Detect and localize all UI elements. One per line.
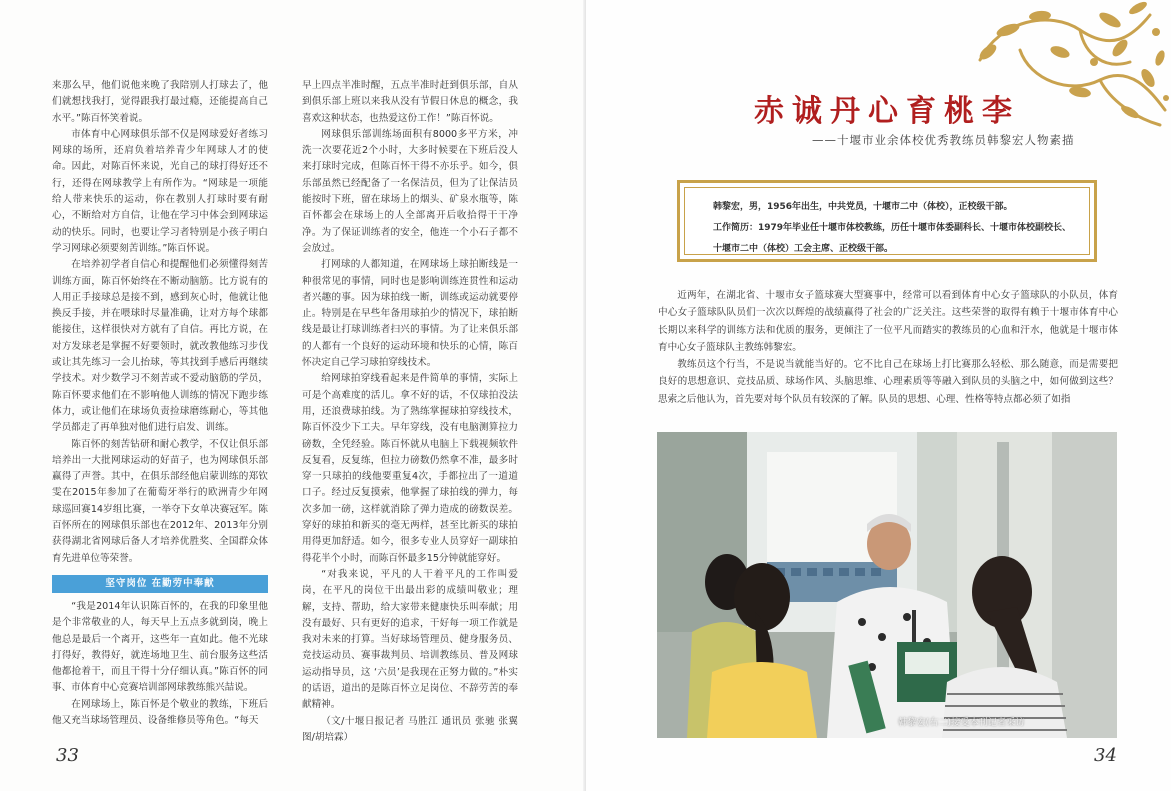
left-column-1 bbox=[52, 78, 268, 729]
article-subtitle: ——十堰市业余体校优秀教练员韩黎宏人物素描 bbox=[812, 133, 1075, 147]
left-column-2 bbox=[302, 78, 518, 746]
paragraph: 给网球拍穿线看起来是件简单的事情，实际上可是个高难度的活儿。拿不好的话，不仅球拍没法用，还浪费球拍线。为了熟练掌握球拍穿线技术，陈百怀没少下工夫。早年穿线，没有电脑测算拉力磅数，全凭经验。陈百怀就从电脑上下载视频软件反复看，反复练，但拉力磅数仍然拿不准，最多时穿一只球拍的线他要重复4次，手都拉出了一道道口子。经过反复摸索，他掌握了球拍线的弹力，每次多加一磅，这样就消除了弹力造成的磅数误差。穿好的球拍和新买的毫无两样，甚至比新买的球拍用得更加舒适。如今，很多专业人员穿好一副球拍得花半个小时，而陈百怀最多15分钟就能穿好。 bbox=[302, 373, 518, 564]
paragraph: 网球俱乐部训练场面积有8000多平方米，冲洗一次要花近2个小时，大多时候要在下班后没人来打球时完成，但陈百怀干得不亦乐乎。如今，俱乐部虽然已经配备了一名保洁员，但为了让保洁员能按时下班，留在球场上的烟头、矿泉水瓶等，陈百怀都会在球场上的人全部离开后收拾得干干净净。为了保证训练者的安全，他连一个小石子都不会放过。 bbox=[302, 128, 518, 254]
paragraph: 打网球的人都知道，在网球场上球拍断线是一种很常见的事情，同时也是影响训练连贯性和运动者兴趣的事。因为球拍线一断，训练或运动就要停止。特别是在早些年备用球拍少的情况下，球拍断线是最让打球训练者扫兴的事情。为了让来俱乐部的人都有一个良好的运动环境和快乐的心情，陈百怀决定自己学习球拍穿线技术。 bbox=[302, 259, 518, 369]
article-title: 赤诚丹心育桃李 bbox=[754, 94, 1020, 129]
section-heading: 坚守岗位 在勤劳中奉献 bbox=[52, 575, 268, 593]
photo-illustration bbox=[657, 432, 1117, 738]
paragraph: 来那么早，他们说他来晚了我陪别人打球去了，他们就想找我打，觉得跟我打最过瘾，还能提高自己水平。”陈百怀笑着说。 bbox=[52, 80, 268, 124]
paragraph: “我是2014年认识陈百怀的，在我的印象里他是个非常敬业的人，每天早上五点多就到岗，晚上他总是最后一个离开，这些年一直如此。他不光球打得好，教得好，就连场地卫生、前台服务这些活他都抢着干，而且干得十分仔细认真。”陈百怀的同事、市体育中心竞赛培训部网球教练熊兴喆说。 bbox=[52, 600, 268, 694]
paragraph: “对我来说，平凡的人干着平凡的工作叫爱岗，在平凡的岗位干出最出彩的成绩叫敬业；理解，支持、帮助，给大家带来健康快乐叫奉献；用没有最好、只有更好的追求，干好每一项工作就是我对未来的打算。当好球场管理员、健身服务员、竞技运动员、赛事裁判员、培训教练员、普及网球运动指导员，这 ‘六员’是我现在正努力做的。”朴实的话语，道出的是陈百怀立足岗位、不辞劳苦的奉献精神。 bbox=[302, 568, 518, 711]
profile-line: 韩黎宏，男，1956年出生，中共党员，十堰市二中（体校），正校级干部。 bbox=[713, 202, 1013, 212]
interview-photo bbox=[657, 432, 1117, 738]
right-body-text bbox=[658, 287, 1118, 408]
paragraph: 在培养初学者自信心和提醒他们必须懂得刻苦训练方面，陈百怀始终在不断动脑筋。比方说有的人用正手接球总是接不到，感到灰心时，他就让他换反手接，并在喂球时尽量准确，让对方每个球都能接住，这样很快对方就有了自信。再比方说，在对方发球老是掌握不好要领时，就改教他练习步伐或让其先练习一会儿抬球，等其找到手感后再继续学技术。对少数学习不刻苦或不爱动脑筋的学员，陈百怀要求他们在不影响他人训练的情况下跑步练体力，或让他们在球场负责捡球磨练耐心，等其他学员都走了再单独对他们进行启发、训练。 bbox=[52, 259, 268, 434]
byline: （文/十堰日报记者 马胜江 通讯员 张驰 张翼 图/胡培霖） bbox=[302, 715, 518, 743]
paragraph: 在网球场上，陈百怀是个敬业的教练，下班后他又充当球场管理员、设备维修员等角色。“每天 bbox=[52, 698, 268, 726]
paragraph: 早上四点半准时醒，五点半准时赶到俱乐部，自从到俱乐部上班以来我从没有节假日休息的概念，我喜欢这种状态，也热爱这份工作！”陈百怀说。 bbox=[302, 80, 518, 124]
paragraph: 近两年，在湖北省、十堰市女子篮球赛大型赛事中，经常可以看到体育中心女子篮球队的小队员，体育中心女子篮球队队员们一次次以辉煌的战绩赢得了社会的广泛关注。这些荣誉的取得有赖于十堰市体育中心长期以来科学的训练方法和优质的服务，更倾注了一位平凡而踏实的教练员的心血和汗水，他就是十堰市体育中心女子篮球队主教练韩黎宏。 bbox=[658, 290, 1118, 353]
profile-line: 工作简历：1979年毕业任十堰市体校教练，历任十堰市体委副科长、十堰市体校副校长、十堰市二中（体校）工会主席、正校级干部。 bbox=[713, 223, 1072, 254]
paragraph: 市体育中心网球俱乐部不仅是网球爱好者练习网球的场所，还肩负着培养青少年网球人才的使命。因此，对陈百怀来说，光自己的球打得好还不行，还得在网球教学上有所作为。“网球是一项能给人带来快乐的运动，你在教别人打球时要有耐心，不断给对方自信，让他在学习中体会到网球运动的快乐。同时，也要让学习者特别是小孩子明白学习网球必须要刻苦训练。”陈百怀说。 bbox=[52, 128, 268, 254]
paragraph: 陈百怀的刻苦钻研和耐心教学，不仅让俱乐部培养出一大批网球运动的好苗子，也为网球俱乐部赢得了声誉。其中，在俱乐部经他启蒙训练的郑钦雯在2015年参加了在葡萄牙举行的欧洲青少年网球巡回赛14岁组比赛，一举夺下女单决赛冠军。陈百怀所在的网球俱乐部也在2012年、2013年分别获得湖北省网球后备人才培养优胜奖、全国群众体育先进单位等荣誉。 bbox=[52, 438, 268, 564]
page-number-right: 34 bbox=[1094, 745, 1117, 766]
photo-caption: 韩黎宏(右二)接受本刊记者采访 bbox=[898, 717, 1025, 728]
paragraph: 教练员这个行当，不是说当就能当好的。它不比自己在球场上打比赛那么轻松、那么随意，而是需要把良好的思想意识、竞技品质、球场作风、头脑思维、心理素质等等融入到队员的头脑之中，如何做到这些？思索之后他认为，首先要对每个队员有较深的了解。队员的思想、心理、性格等特点都必须了如指 bbox=[658, 359, 1118, 405]
profile-box bbox=[677, 180, 1097, 262]
profile-box-inner bbox=[684, 187, 1090, 255]
page-number-left: 33 bbox=[56, 745, 79, 766]
